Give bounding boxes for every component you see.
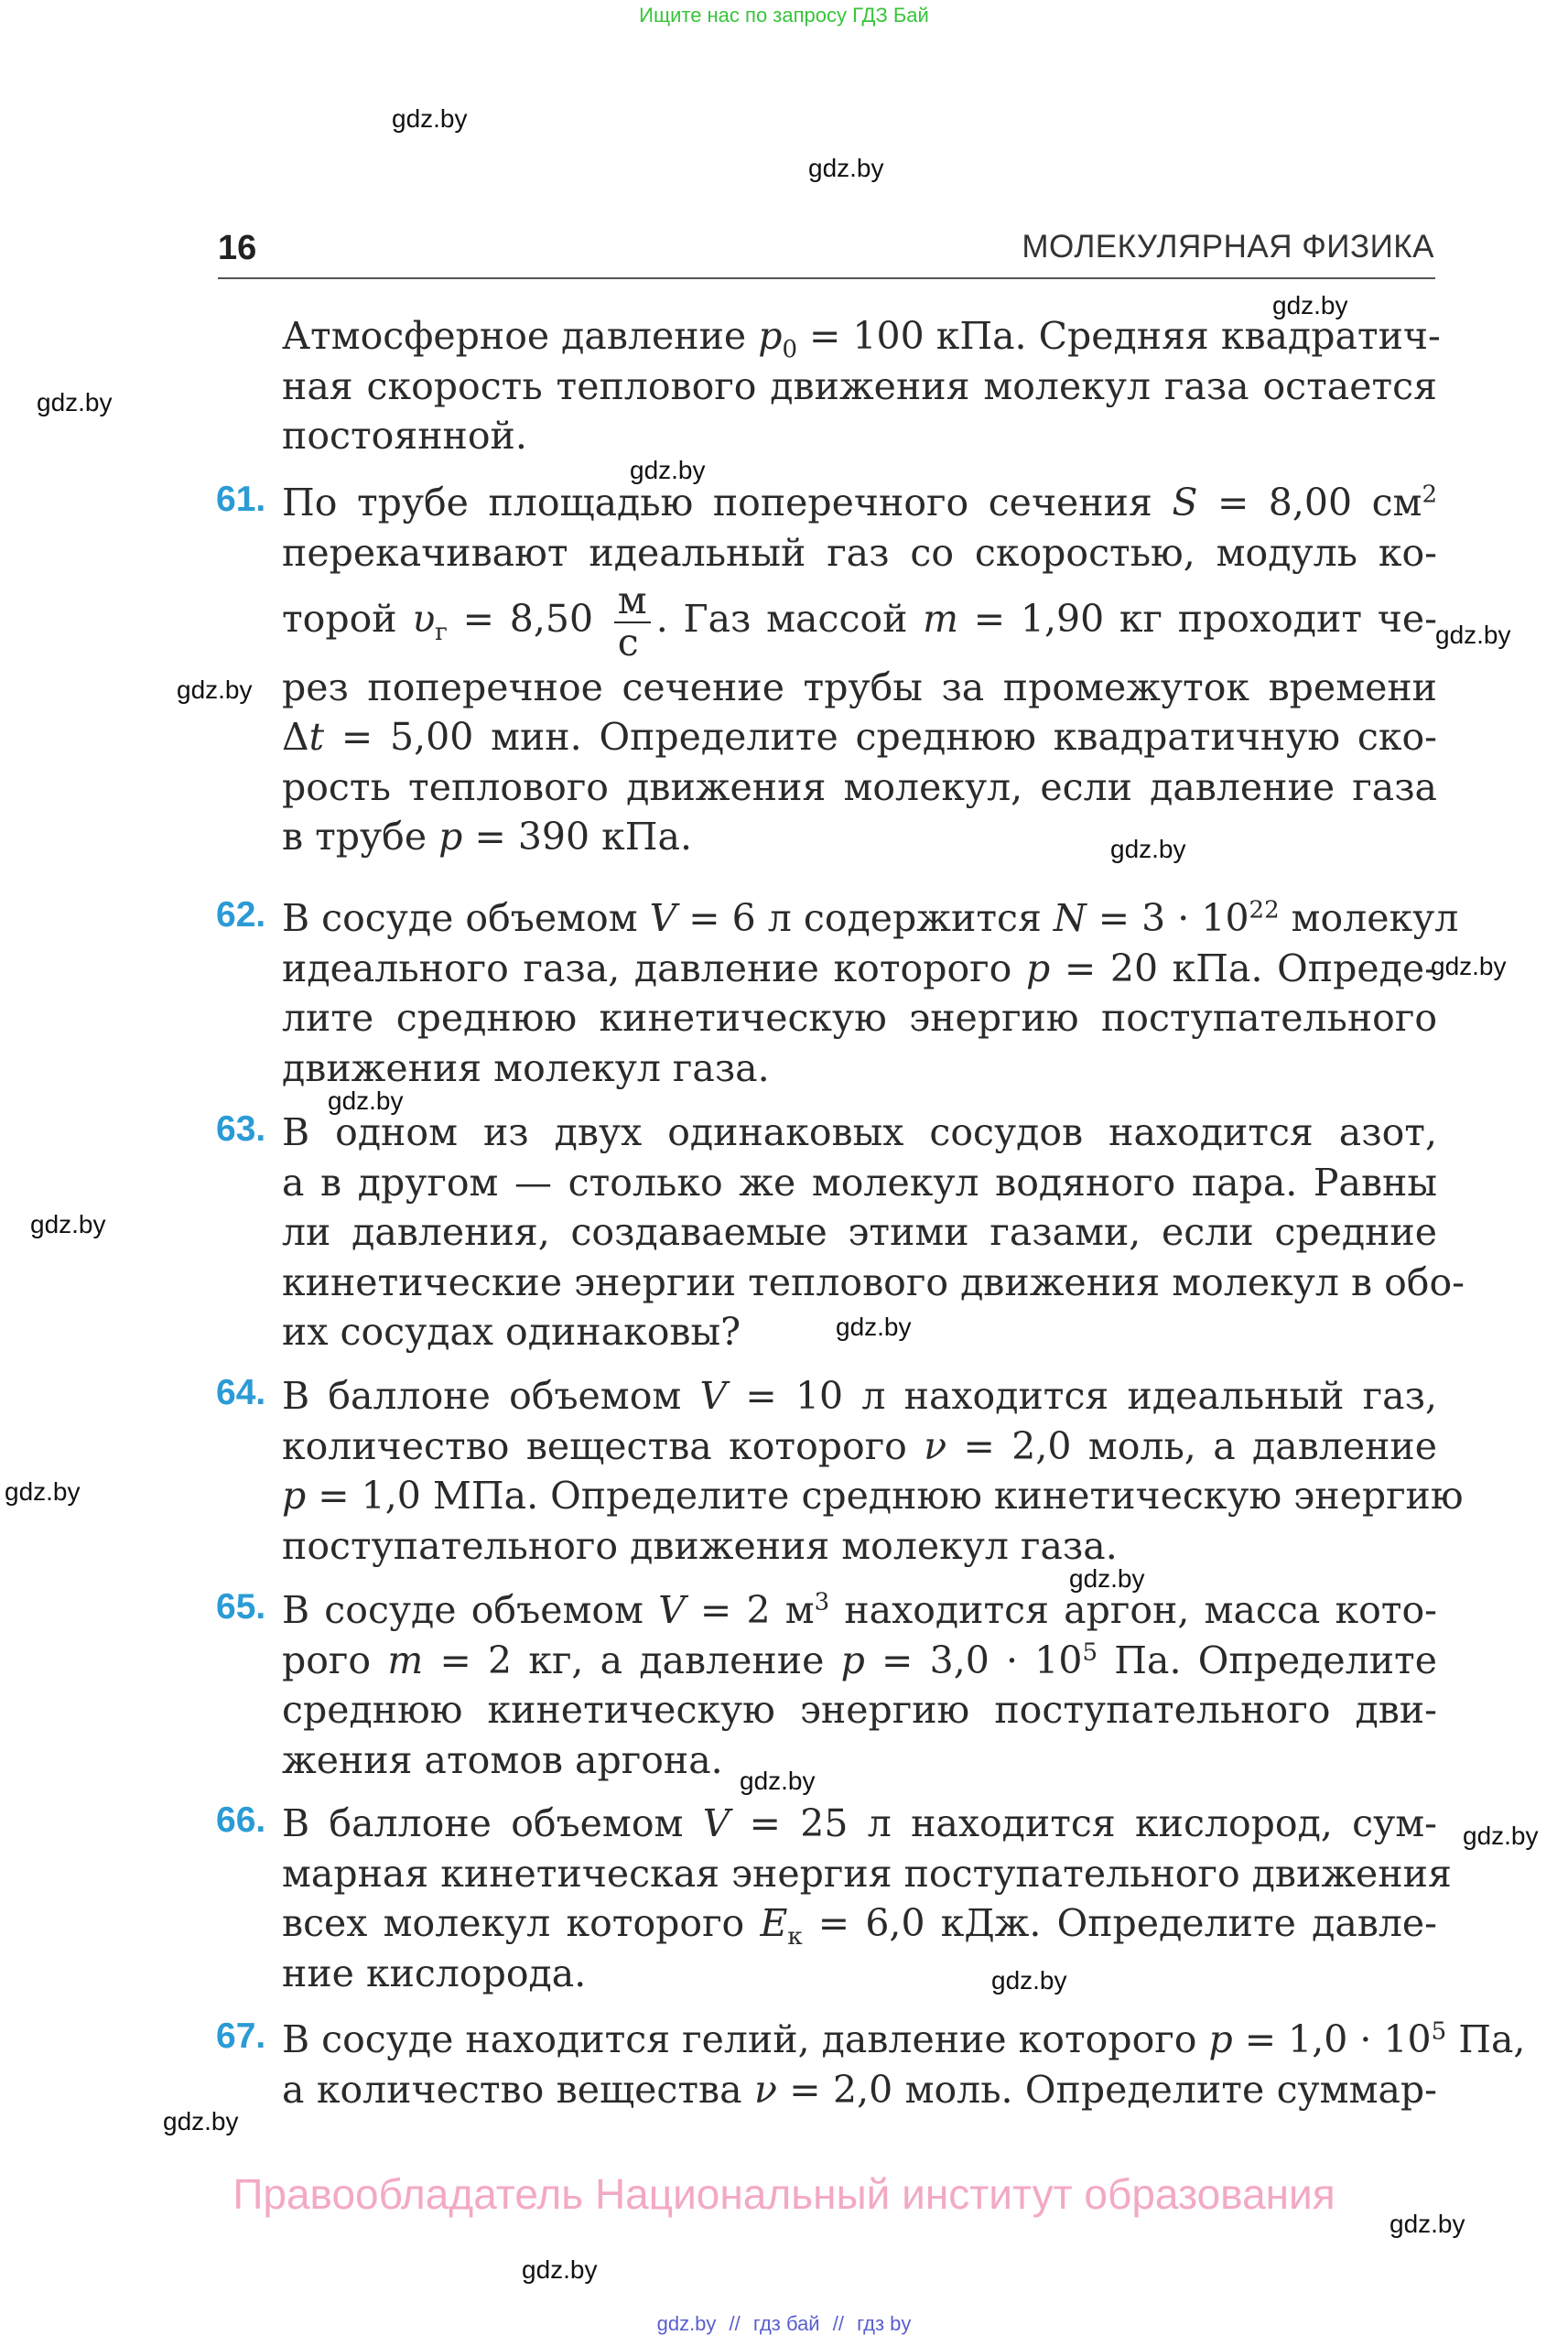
footer-links xyxy=(0,2312,1568,2336)
watermark: gdz.by xyxy=(836,1313,912,1341)
text-line: движения молекул газа. xyxy=(282,1045,770,1090)
text-line: Δt = 5,00 мин. Определите среднюю квадратичную ско- xyxy=(282,715,1437,760)
text-line: ная скорость теплового движения молекул газа остается xyxy=(282,363,1437,408)
text-line: марная кинетическая энергия поступательного движения xyxy=(282,1851,1452,1896)
text-line: В сосуде объемом V = 6 л содержится $N = 3 \cdot 10^{22}$ молекул xyxy=(282,896,1459,940)
text-line: В сосуде находится гелий, давление которого $p = 1,0 \cdot 10^5$ Па, xyxy=(282,2017,1526,2061)
problem-67-text xyxy=(282,2015,1526,2114)
watermark: gdz.by xyxy=(1110,835,1186,863)
watermark: gdz.by xyxy=(1463,1822,1539,1850)
watermark: gdz.by xyxy=(177,676,253,704)
text-line: а количество вещества ν = 2,0 моль. Определите суммар- xyxy=(282,2067,1438,2112)
footer-link-gdz-by[interactable]: gdz.by xyxy=(656,2312,717,2335)
footer-link-gdz-bai[interactable]: гдз бай xyxy=(752,2312,820,2335)
problem-66-text xyxy=(282,1799,1452,1998)
watermark: gdz.by xyxy=(522,2255,598,2284)
problem-61-text xyxy=(282,478,1437,862)
watermark: gdz.by xyxy=(1069,1564,1145,1593)
text-line: лите среднюю кинетическую энергию поступательного xyxy=(282,996,1437,1040)
problem-number-62: 62. xyxy=(216,895,266,935)
watermark: gdz.by xyxy=(163,2107,239,2135)
copyright-notice: Правообладатель Национальный институт образования xyxy=(232,2170,1336,2218)
text-line: В сосуде объемом V = 2 $м^3$ находится аргон, масса кото- xyxy=(282,1588,1437,1632)
watermark: gdz.by xyxy=(1390,2210,1465,2238)
problem-65-text xyxy=(282,1585,1437,1785)
problem-number-63: 63. xyxy=(216,1109,266,1149)
watermark: gdz.by xyxy=(1431,952,1507,980)
text-line: p = 1,0 МПа. Определите среднюю кинетическую энергию xyxy=(282,1474,1464,1518)
footer-separator: // xyxy=(832,2312,844,2335)
problem-number-65: 65. xyxy=(216,1587,266,1627)
watermark: gdz.by xyxy=(1435,621,1511,649)
watermark: gdz.by xyxy=(30,1210,106,1238)
text-line: рого m = 2 кг, а давление $p = 3,0 \cdot 10^5$ Па. Определите xyxy=(282,1638,1437,1682)
text-line: По трубе площадью поперечного сечения S = 8,00 $см^2$ xyxy=(282,481,1437,524)
text-line: рез поперечное сечение трубы за промежуток времени xyxy=(282,665,1437,709)
problem-62-text xyxy=(282,893,1459,1093)
text-line: всех молекул которого $E_к = 6,0$ кДж. Определите давле- xyxy=(282,1901,1438,1951)
problem-64-text xyxy=(282,1371,1464,1571)
continuation-paragraph xyxy=(282,311,1441,461)
watermark: gdz.by xyxy=(392,104,468,133)
text-line: в трубе p = 390 кПа. xyxy=(282,815,692,859)
text-line: В одном из двух одинаковых сосудов находится азот, xyxy=(282,1110,1437,1154)
watermark: gdz.by xyxy=(630,456,706,484)
top-banner[interactable]: Ищите нас по запросу ГДЗ Бай xyxy=(639,4,929,27)
footer-link-gdz-by-cyr[interactable]: гдз by xyxy=(857,2312,912,2335)
text-line: кинетические энергии теплового движения молекул в обо- xyxy=(282,1259,1465,1304)
watermark: gdz.by xyxy=(808,154,884,182)
problem-number-64: 64. xyxy=(216,1373,266,1412)
page-number: 16 xyxy=(218,229,257,267)
text-line: Атмосферное давление $p_0 = 100$ кПа. Средняя квадратич- xyxy=(282,314,1441,364)
text-line: ли давления, создаваемые этими газами, если средние xyxy=(282,1210,1437,1254)
text-line: перекачивают идеальный газ со скоростью, модуль ко- xyxy=(282,530,1437,575)
text-line: идеального газа, давление которого p = 20 кПа. Опреде- xyxy=(282,946,1437,990)
text-line: среднюю кинетическую энергию поступательного дви- xyxy=(282,1688,1437,1732)
header-rule xyxy=(218,277,1435,279)
text-line: торой $\upsilon_г = 8,50$ $\frac{м}{с}$ . Газ массой m = 1,90 кг проходит че- xyxy=(282,578,1438,665)
fraction: $\frac{м}{с}$ xyxy=(614,581,651,662)
problem-number-67: 67. xyxy=(216,2016,266,2056)
text-line: поступательного движения молекул газа. xyxy=(282,1523,1118,1568)
watermark: gdz.by xyxy=(5,1477,81,1506)
text-line: количество вещества которого ν = 2,0 моль, а давление xyxy=(282,1423,1438,1468)
text-line: рость теплового движения молекул, если давление газа xyxy=(282,764,1437,809)
watermark: gdz.by xyxy=(740,1767,816,1795)
problem-63-text xyxy=(282,1108,1465,1357)
text-line: В баллоне объемом V = 10 л находится идеальный газ, xyxy=(282,1374,1437,1418)
watermark: gdz.by xyxy=(1272,291,1348,319)
text-line: В баллоне объемом V = 25 л находится кислород, сум- xyxy=(282,1801,1438,1845)
watermark: gdz.by xyxy=(37,388,113,416)
section-title: МОЛЕКУЛЯРНАЯ ФИЗИКА xyxy=(1022,229,1434,265)
footer-separator: // xyxy=(729,2312,741,2335)
problem-number-61: 61. xyxy=(216,480,266,519)
text-line: жения атомов аргона. xyxy=(282,1737,723,1782)
watermark: gdz.by xyxy=(328,1087,404,1115)
text-line: постоянной. xyxy=(282,414,527,458)
text-line: их сосудах одинаковы? xyxy=(282,1310,741,1354)
text-line: ние кислорода. xyxy=(282,1951,587,1995)
watermark: gdz.by xyxy=(991,1966,1067,1995)
problem-number-66: 66. xyxy=(216,1800,266,1840)
text-line: а в другом — столько же молекул водяного пара. Равны xyxy=(282,1160,1437,1205)
